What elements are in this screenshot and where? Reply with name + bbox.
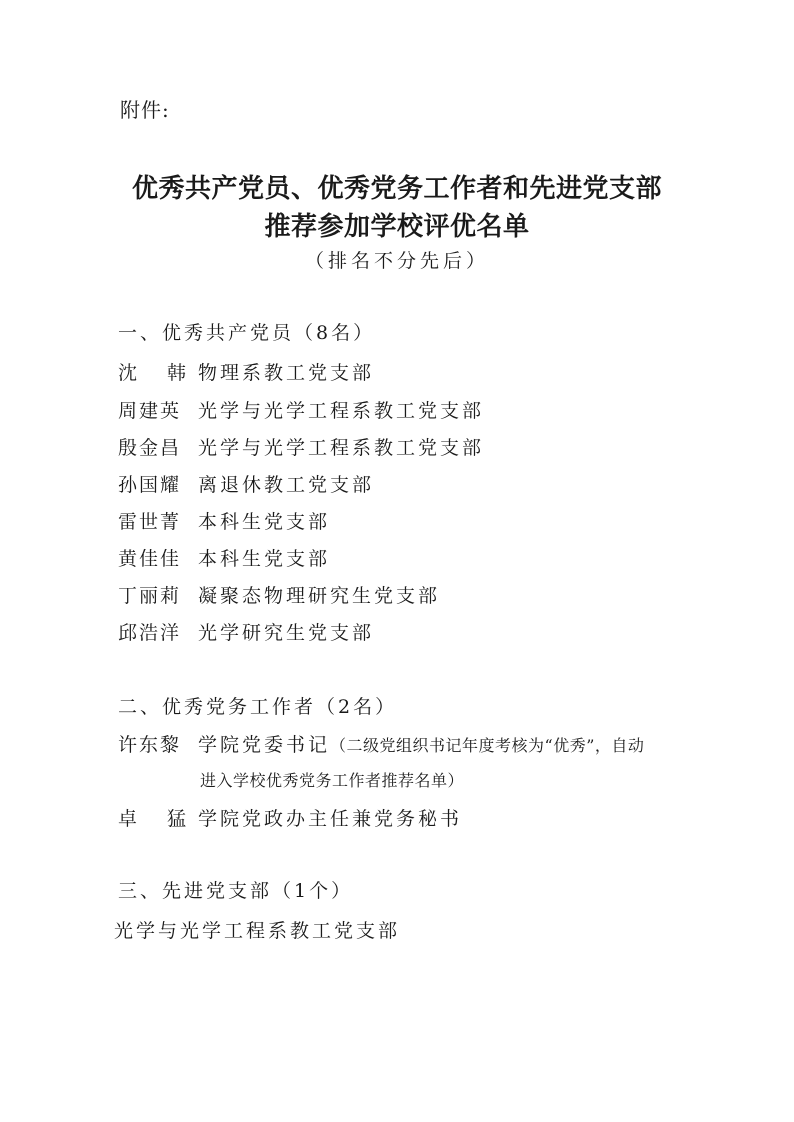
person-name: 卓猛 (118, 808, 217, 830)
list-item (118, 618, 374, 645)
attachment-label: 附件: (120, 98, 170, 122)
person-note: （二级党组织书记年度考核为“优秀”，自动 (330, 736, 645, 755)
list-item (118, 804, 462, 831)
branch-item: 光学与光学工程系教工党支部 (114, 920, 401, 942)
person-unit: 学院党委书记 (198, 734, 331, 756)
person-name: 沈韩 (118, 362, 217, 384)
person-unit: 本科生党支部 (198, 548, 331, 570)
list-item (118, 544, 330, 571)
person-unit: 光学研究生党支部 (198, 622, 375, 644)
list-item (118, 396, 484, 423)
person-note-continued: 进入学校优秀党务工作者推荐名单） (200, 771, 465, 790)
list-item (118, 358, 374, 385)
person-name: 孙国耀 (118, 474, 182, 496)
person-name: 邱浩洋 (118, 622, 182, 644)
person-unit: 本科生党支部 (198, 511, 331, 533)
person-unit: 学院党政办主任兼党务秘书 (198, 808, 463, 830)
person-name: 丁丽莉 (118, 585, 182, 607)
person-unit: 光学与光学工程系教工党支部 (198, 400, 485, 422)
document-title-line2: 推荐参加学校评优名单 (264, 212, 530, 242)
list-item (118, 507, 330, 534)
person-name: 许东黎 (118, 734, 182, 756)
person-name: 雷世菁 (118, 511, 182, 533)
section1-heading: 一、优秀共产党员（8名） (118, 322, 376, 344)
person-unit: 凝聚态物理研究生党支部 (198, 585, 441, 607)
person-unit: 物理系教工党支部 (198, 362, 375, 384)
document-title-line1: 优秀共产党员、优秀党务工作者和先进党支部 (131, 174, 662, 204)
person-name: 黄佳佳 (118, 548, 182, 570)
section2-heading: 二、优秀党务工作者（2名） (118, 696, 398, 718)
list-item (118, 470, 374, 497)
person-name: 周建英 (118, 400, 182, 422)
section3-heading: 三、先进党支部（1个） (118, 880, 354, 902)
person-unit: 光学与光学工程系教工党支部 (198, 437, 485, 459)
list-item (118, 730, 644, 757)
list-item (118, 433, 484, 460)
document-subtitle: （排名不分先后） (304, 250, 489, 272)
person-name: 殷金昌 (118, 437, 182, 459)
person-unit: 离退休教工党支部 (198, 474, 375, 496)
list-item (118, 581, 440, 608)
